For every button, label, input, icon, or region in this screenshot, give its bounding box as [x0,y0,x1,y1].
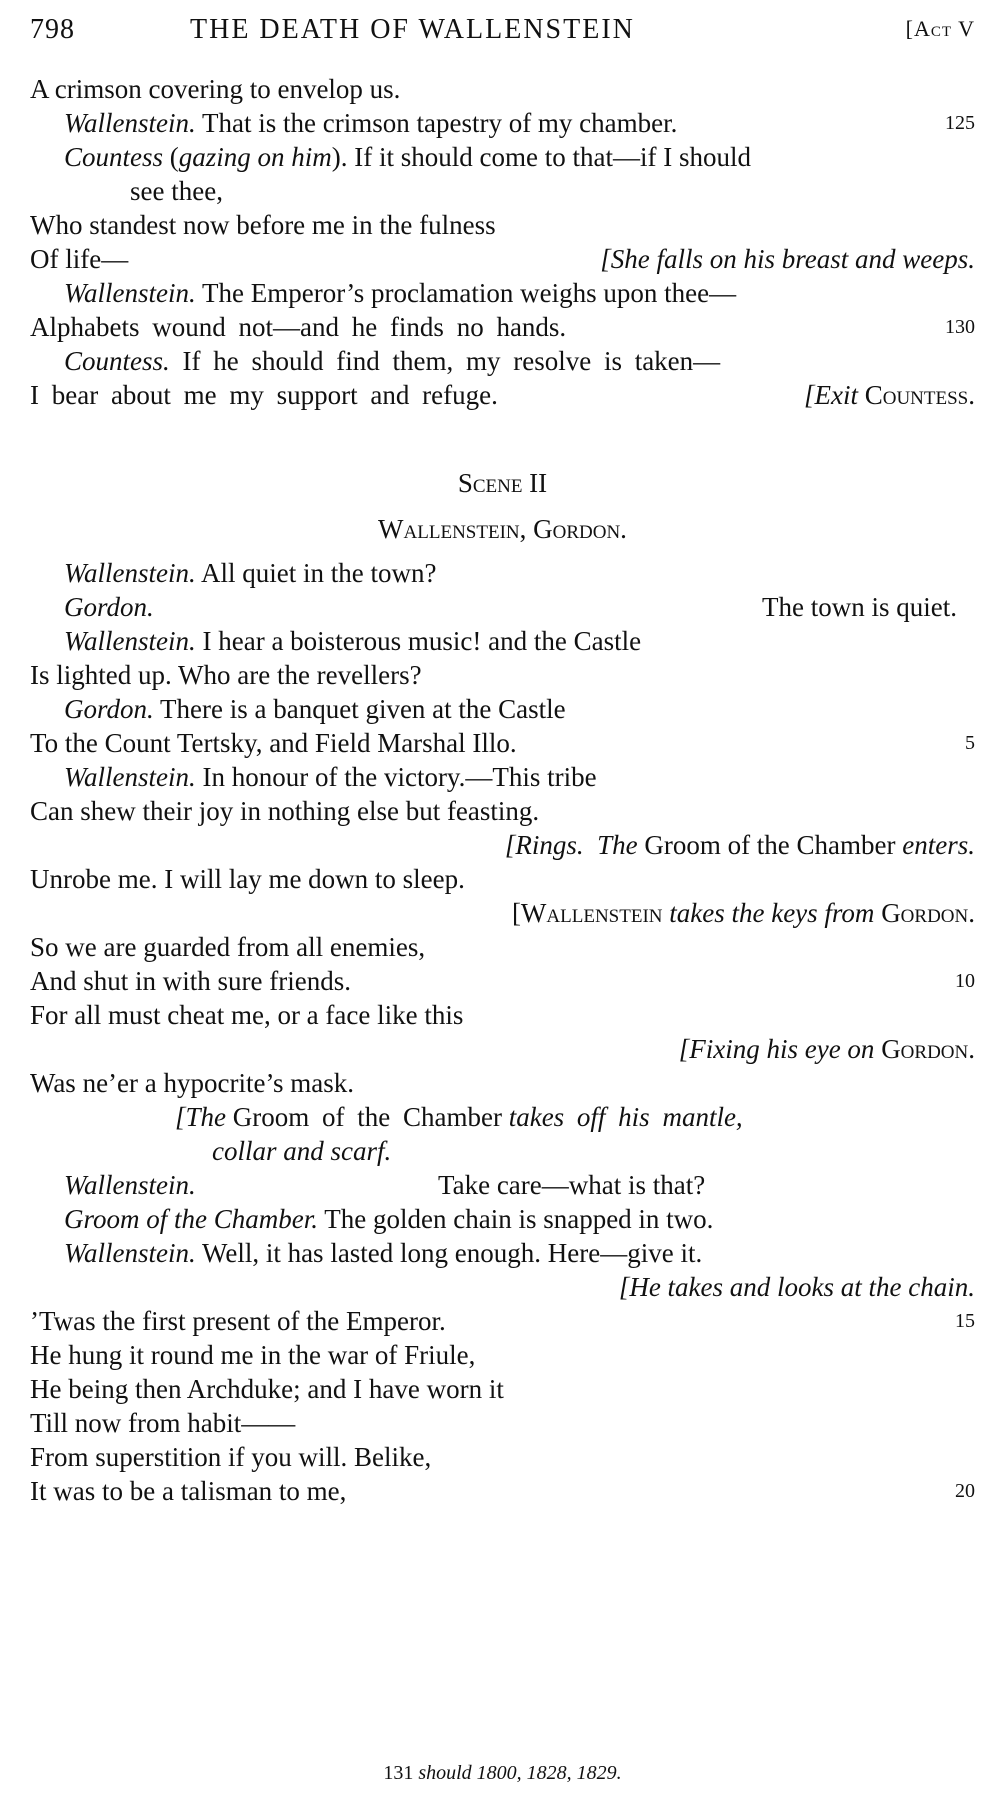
verse-line: Unrobe me. I will lay me down to sleep. [30,864,465,894]
verse-line [30,1030,975,1068]
speaker: Wallenstein. [64,762,196,792]
verse-line: Was ne’er a hypocrite’s mask. [30,1068,354,1098]
verse-line [30,1132,975,1170]
verse-line: ’Twas the first present of the Emperor. 15 [30,1302,975,1340]
verse-line: A crimson covering to envelop us. [30,74,401,104]
speaker: Countess [64,142,164,172]
footnote-text: should 1800, 1828, 1829. [413,1762,622,1784]
verse-line: He being then Archduke; and I have worn it [30,1374,504,1404]
verse-line: Can shew their joy in nothing else but feasting. [30,796,540,826]
running-header [30,14,975,54]
verse-line: From superstition if you will. Belike, [30,1442,432,1472]
verse-line: Wallenstein. In honour of the victory.—This tribe [64,762,597,792]
verse-line: Countess (gazing on him). If it should come to that—if I should [64,142,751,172]
verse-line: Wallenstein. All quiet in the town? [64,558,437,588]
verse-line: Is lighted up. Who are the revellers? [30,660,422,690]
stage-direction: [Exit Countess. [803,380,975,410]
footnote-number: 131 [383,1762,414,1784]
line-number: 130 [945,316,975,338]
speaker: Wallenstein. [64,1170,196,1200]
verse-line: To the Count Tertsky, and Field Marshal Illo. 5 [30,724,975,762]
verse-line: Gordon. There is a banquet given at the Castle [64,694,566,724]
scene-characters: Wallenstein, Gordon. [378,514,627,544]
verse-line: see thee, [130,176,223,206]
footnote [30,1762,975,1785]
act-label: [Act V [905,16,975,41]
line-number: 5 [965,732,975,754]
verse-line: Who standest now before me in the fulness [30,210,496,240]
stage-direction: [Wallenstein takes the keys from Gordon. [511,898,975,928]
stage-direction: [He takes and looks at the chain. [618,1272,975,1302]
verse-line: And shut in with sure friends. 10 [30,962,975,1000]
verse-line: Wallenstein. I hear a boisterous music! and the Castle [64,626,642,656]
line-number: 125 [945,112,975,134]
verse-line: It was to be a talisman to me, 20 [30,1472,975,1510]
verse-line: Wallenstein. The Emperor’s proclamation weighs upon thee— [64,278,737,308]
verse-line: I bear about me my support and refuge. [Exit Countess. [30,376,975,414]
page-number: 798 [30,14,75,45]
speaker: Wallenstein. [64,278,196,308]
stage-direction: gazing on him [178,142,332,172]
verse-line: Wallenstein. Take care—what is that? [64,1170,706,1200]
verse-line [30,826,975,864]
speaker: Groom of the Chamber. [64,1204,318,1234]
line-number: 10 [955,970,975,992]
verse-line: For all must cheat me, or a face like this [30,1000,464,1030]
verse-line: Countess. If he should find them, my resolve is taken— [64,346,721,376]
verse-line: Wallenstein. Well, it has lasted long enough. Here—give it. [64,1238,703,1268]
speaker: Countess. [64,346,170,376]
verse-line [30,1268,975,1306]
stage-direction: [Fixing his eye on Gordon. [678,1034,975,1064]
scene-title: Scene II [457,468,548,498]
stage-direction: collar and scarf. [212,1136,392,1166]
line-number: 15 [955,1310,975,1332]
speaker: Wallenstein. [64,1238,196,1268]
verse-line: Gordon. The town is quiet. [64,592,957,622]
stage-direction: [Rings. The Groom of the Chamber enters. [504,830,975,860]
stage-direction: [The Groom of the Chamber takes off his mantle, [175,1102,743,1132]
line-number: 20 [955,1480,975,1502]
verse-line: Wallenstein. That is the crimson tapestry of my chamber. 125 [30,104,975,142]
verse-line: He hung it round me in the war of Friule, [30,1340,476,1370]
speaker: Gordon. [64,694,154,724]
verse-line: Groom of the Chamber. The golden chain is snapped in two. [64,1204,714,1234]
verse-line [30,894,975,932]
stage-direction: [She falls on his breast and weeps. [600,244,975,274]
verse-line: Till now from habit—— [30,1408,296,1438]
verse-line: Alphabets wound not—and he finds no hands. 130 [30,308,975,346]
speaker: Wallenstein. [64,108,196,138]
verse-line [30,1098,975,1136]
speaker: Gordon. [64,592,154,622]
verse-line: So we are guarded from all enemies, [30,932,426,962]
running-title: THE DEATH OF WALLENSTEIN [190,14,635,45]
verse-line: Of life— [She falls on his breast and weeps. [30,240,975,278]
speaker: Wallenstein. [64,558,196,588]
speaker: Wallenstein. [64,626,196,656]
